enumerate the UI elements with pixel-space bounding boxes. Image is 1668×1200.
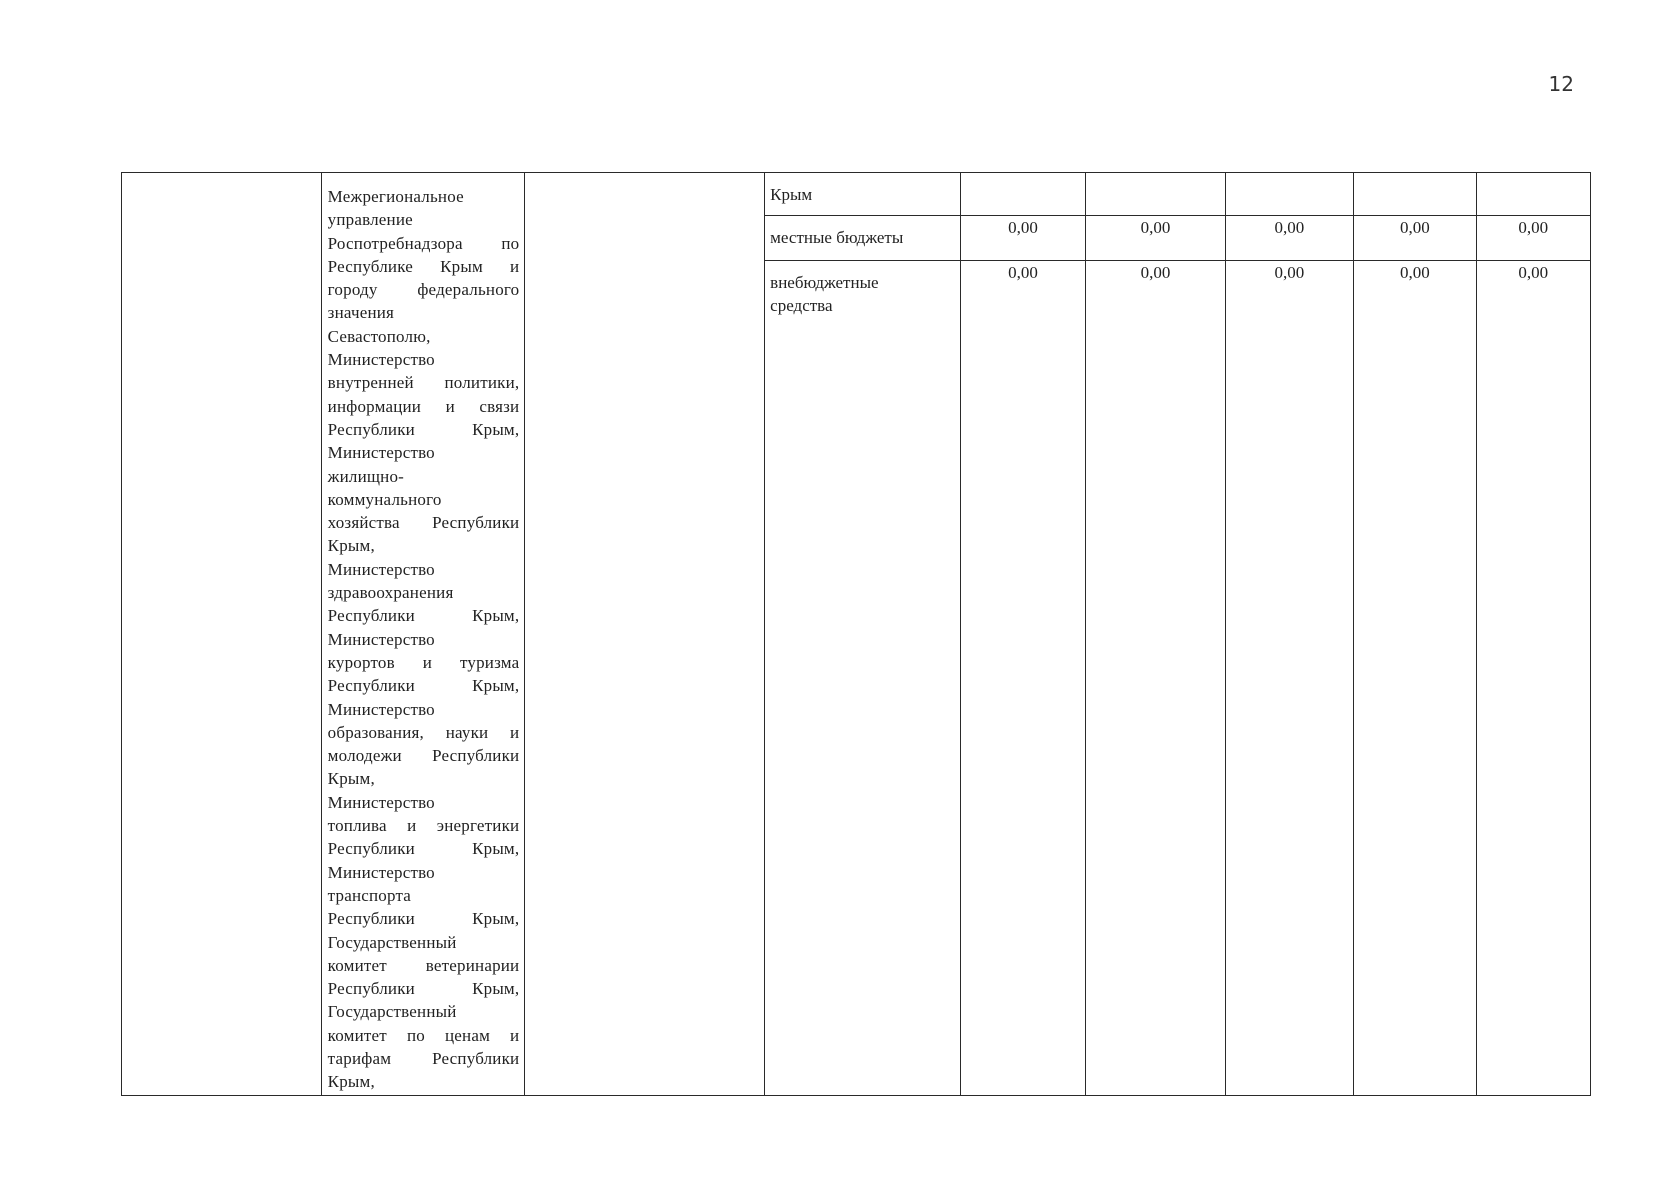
funding-table [121, 172, 1591, 1096]
page-number: 12 [1548, 72, 1574, 96]
value-cell: 0,00 [1354, 216, 1476, 261]
executor-line: городу федерального [327, 280, 520, 300]
executor-line: образования, науки и [327, 722, 520, 742]
executor-line: жилищно- [327, 466, 405, 486]
source-cell [765, 173, 961, 216]
value-cell: 0,00 [1086, 216, 1225, 261]
blank-cell [525, 173, 765, 1096]
value-cell: 0,00 [960, 261, 1085, 1096]
value-cell: 0,00 [1086, 261, 1225, 1096]
executor-line: внутренней политики, [327, 373, 520, 393]
executor-line: Министерство [327, 443, 435, 463]
executor-line: Республики Крым, [327, 676, 520, 696]
value-cell [960, 173, 1085, 216]
executor-line: информации и связи [327, 396, 520, 416]
value-cell: 0,00 [1476, 261, 1590, 1096]
executor-line: тарифам Республики [327, 1048, 520, 1068]
source-cell [765, 261, 961, 1096]
executor-line: топлива и энергетики [327, 816, 520, 836]
value-cell: 0,00 [1225, 216, 1353, 261]
executor-line: Государственный [327, 932, 457, 952]
executor-line: Республики Крым, [327, 979, 520, 999]
executor-text [322, 173, 525, 1094]
executor-line: Республики Крым, [327, 909, 520, 929]
executor-line: Государственный [327, 1002, 457, 1022]
executor-line: Севастополю, [327, 326, 431, 346]
executor-line: курортов и туризма [327, 652, 520, 672]
executor-line: Министерство [327, 559, 435, 579]
executor-line: значения [327, 303, 395, 323]
executor-line: транспорта [327, 885, 412, 905]
executor-line: Министерство [327, 629, 435, 649]
executor-line: здравоохранения [327, 583, 454, 603]
value-cell [1476, 173, 1590, 216]
executor-line: комитет по ценам и [327, 1025, 520, 1045]
source-label: внебюджетные средства [770, 273, 879, 316]
value-cell: 0,00 [1476, 216, 1590, 261]
executor-line: Республики Крым, [327, 419, 520, 439]
executor-line: Республике Крым и [327, 256, 520, 276]
executor-line: хозяйства Республики [327, 513, 520, 533]
executor-line: молодежи Республики [327, 746, 520, 766]
value-cell [1225, 173, 1353, 216]
executor-line: Министерство [327, 350, 435, 370]
empty-cell [122, 173, 322, 1096]
executor-line: Крым, [327, 1072, 375, 1092]
executor-cell [321, 173, 525, 1096]
table-row [122, 173, 1591, 216]
source-label: местные бюджеты [770, 228, 904, 247]
executor-line: комитет ветеринарии [327, 955, 520, 975]
executor-line: Министерство [327, 699, 435, 719]
executor-line: Министерство [327, 862, 435, 882]
value-cell [1354, 173, 1476, 216]
executor-line: Республики Крым, [327, 839, 520, 859]
value-cell: 0,00 [960, 216, 1085, 261]
value-cell [1086, 173, 1225, 216]
executor-line: Республики Крым, [327, 606, 520, 626]
executor-line: Межрегиональное [327, 187, 464, 206]
source-label: Крым [770, 185, 813, 204]
executor-line: Крым, [327, 769, 375, 789]
executor-line: Крым, [327, 536, 375, 556]
source-cell [765, 216, 961, 261]
executor-line: управление [327, 210, 413, 230]
executor-line: Министерство [327, 792, 435, 812]
value-cell: 0,00 [1354, 261, 1476, 1096]
executor-line: коммунального [327, 489, 442, 509]
executor-line: Роспотребнадзора по [327, 233, 520, 253]
value-cell: 0,00 [1225, 261, 1353, 1096]
